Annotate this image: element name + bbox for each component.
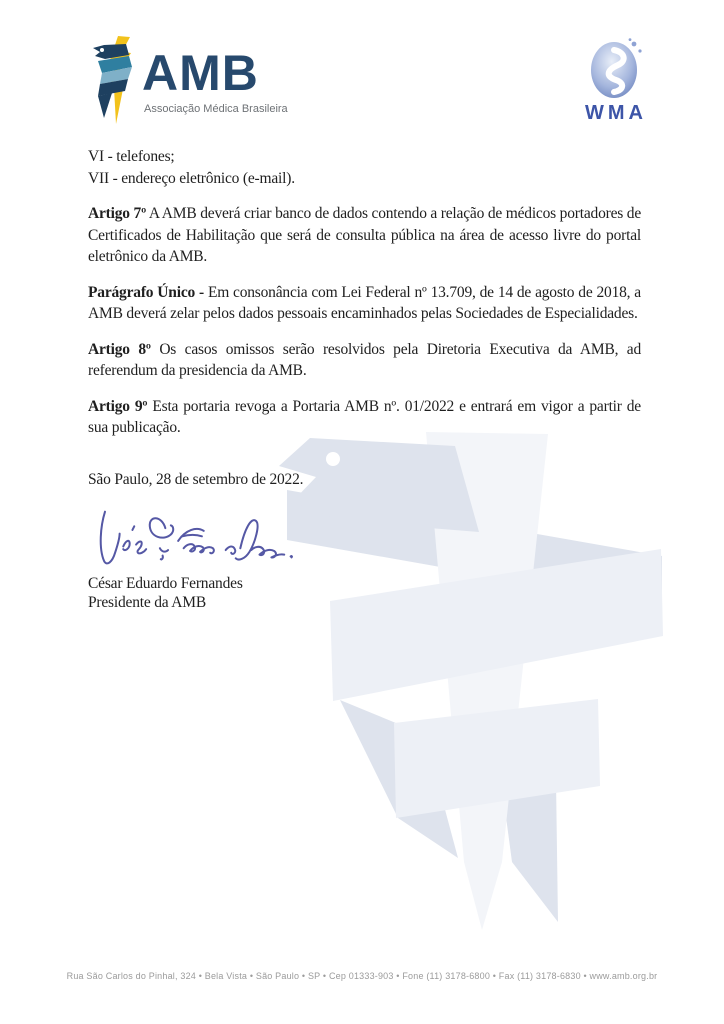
paragraph-text: Esta portaria revoga a Portaria AMB nº. 01/2022 e entrará em vigor a partir de sua publicação. <box>88 397 641 436</box>
paragraph-lead: Parágrafo Único - <box>88 283 204 301</box>
amb-logo <box>92 36 302 120</box>
wma-label: WMA <box>585 102 647 124</box>
list-item: VI - telefones; <box>88 148 175 165</box>
amb-subtitle: Associação Médica Brasileira <box>144 103 288 115</box>
paragraph-paragrafo-unico <box>88 282 641 325</box>
amb-caduceus-icon <box>92 36 144 124</box>
footer-address-text: Rua São Carlos do Pinhal, 324 • Bela Vista • São Paulo • SP • Cep 01333-903 • Fone (11) 3178-6800 • Fax (11) 3178-6830 • www.amb.org.br <box>66 971 658 981</box>
paragraph-text: A AMB deverá criar banco de dados contendo a relação de médicos portadores de Certificados de Habilitação que será de consulta pública na área de acesso livre do portal eletrônico da AMB. <box>88 205 642 265</box>
paragraph-text: Em consonância com Lei Federal nº 13.709, de 14 de agosto de 2018, a AMB deverá zelar pelos dados pessoais encaminhados pelas Sociedades de Especialidades. <box>88 283 641 322</box>
paragraph-lead: Artigo 9º <box>88 397 148 415</box>
footer <box>0 971 724 981</box>
paragraph-artigo-7 <box>88 203 641 268</box>
dateline: São Paulo, 28 de setembro de 2022. <box>88 470 304 488</box>
document-body <box>88 146 641 612</box>
paragraph-lead: Artigo 7º <box>88 205 146 222</box>
wma-logo <box>568 38 664 122</box>
wma-globe-icon <box>584 38 648 100</box>
paragraph-artigo-9 <box>88 396 641 439</box>
signatory-role: Presidente da AMB <box>88 594 207 611</box>
paragraph-text: Os casos omissos serão resolvidos pela Diretoria Executiva da AMB, ad referendum da presidencia da AMB. <box>88 340 641 379</box>
list-item: VII - endereço eletrônico (e-mail). <box>88 169 295 187</box>
numbered-list <box>88 146 641 189</box>
amb-acronym: AMB <box>142 45 259 101</box>
signatory-name: César Eduardo Fernandes <box>88 575 243 592</box>
signature-image <box>86 508 316 572</box>
paragraph-artigo-8 <box>88 339 641 382</box>
paragraph-lead: Artigo 8º <box>88 340 151 358</box>
